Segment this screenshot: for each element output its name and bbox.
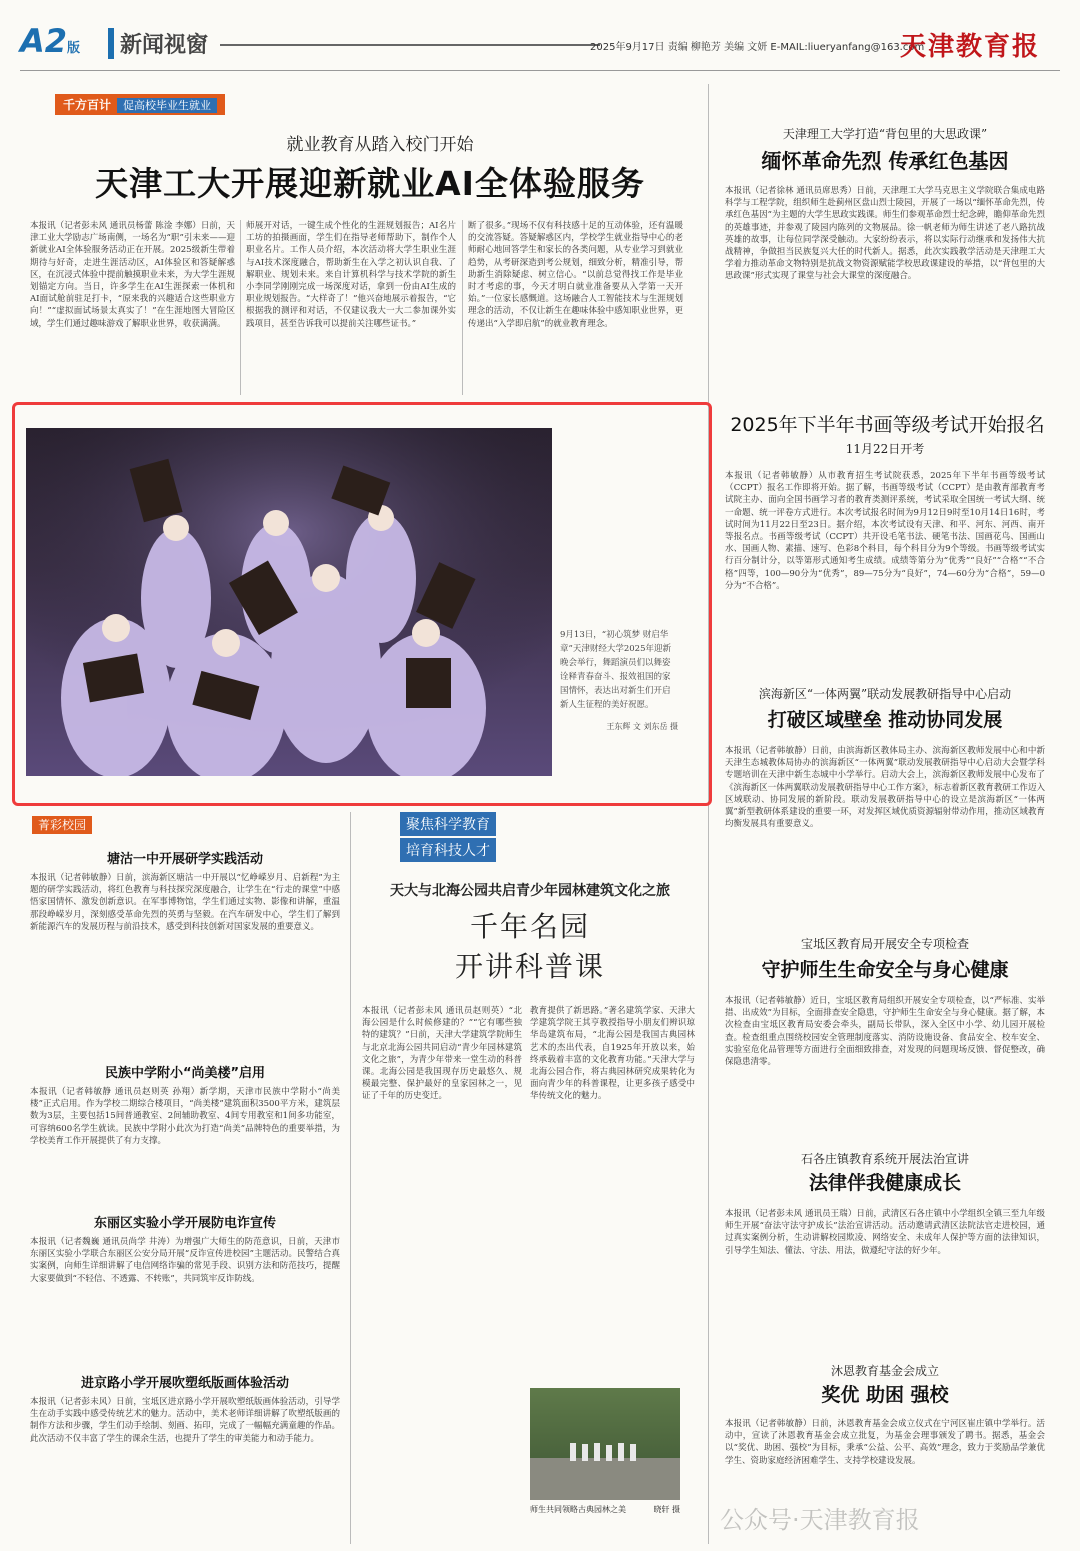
campus-s1-headline: 塘沽一中开展研学实践活动 [106,852,263,867]
section-name: 新闻视窗 [108,28,208,59]
right4-body: 本报讯（记者韩敏静）近日，宝坻区教育局组织开展安全专项检查，以“严标准、实举措、出成效”为目标，全面排查安全隐患，守护师生生命安全与身心健康。据了解，本次检查由宝坻区教育局安委会牵头，副局长带队，深入全区中小学、幼儿园开展检查。检查组重点围绕校园安全管理制度落实、消防设施设备、食品安全、校车安全、实验室危化品管理等方面进行全面细致排查，对发现的问题现场反馈、督促整改，确保隐患清零。 [725,996,1045,1068]
watermark: 公众号·天津教育报 [720,1506,920,1534]
right2-subhead: 11月22日开考 [845,442,925,456]
masthead-info: 2025年9月17日 责编 柳艳芳 美编 文妍 E-MAIL:liueryanfang@163.com [590,42,925,53]
column-tag: 千方百计 促高校毕业生就业 [55,94,225,115]
page-number: A2版 [20,22,81,60]
column-divider [240,220,241,395]
photo-caption: 9月13日，“初心筑梦 财启华章”天津财经大学2025年迎新晚会举行，舞蹈演员们以舞姿诠释青春奋斗、报效祖国的家国情怀，表达出对新生们开启新人生征程的美好祝愿。 [560,630,671,710]
right2-headline: 2025年下半年书画等级考试开始报名 [730,414,1045,436]
right1-body: 本报讯（记者徐林 通讯员席思秀）日前，天津理工大学马克思主义学院联合集成电路科学与工程学院，组织师生赴蓟州区盘山烈士陵园，开展了一场以“缅怀革命先烈，传承红色基因”为主题的大学生思政实践课。师生们参观革命烈士纪念碑，瞻仰革命先烈的英雄事迹，并参观了陵园内陈列的文物展品。徐一帆老师为师生讲述了老八路抗战英雄的故事，让每位同学深受触动。大家纷纷表示，将以实际行动继承和发扬伟大抗战精神，争做担当民族复兴大任的时代新人。据悉，此次实践教学活动是天津理工大学着力推动革命文物特别是抗战文物资源赋能学校思政课建设的举措，以“背包里的大思政课”形式实现了课堂与社会大课堂的深度融合。 [725,186,1045,282]
science-col-1: 本报讯（记者彭未风 通讯员赵则英）“北海公园是什么时候修建的？”“它有哪些独特的建筑？”日前，天津大学建筑学院师生与北京北海公园共同启动“青少年园林建筑文化之旅”，为青少年带来一堂生动的科普课。北海公园是我国现存历史最悠久、规模最完整、保护最好的皇家园林之一，见证了千年的历史变迁。 [362,1006,522,1102]
right3-kicker: 滨海新区“一体两翼”联动发展教研指导中心启动 [758,687,1012,701]
lead-col-3: 断了很多。”现场不仅有科技感十足的互动体验，还有温暖的交流答疑。答疑解惑区内，学校学生就业指导中心的老师耐心地回答学生和家长的各类问题，从专业学习到就业趋势，从考研深造到考公规划，细致分析，精准引导，帮助新生消除疑虑、树立信心。“以前总觉得找工作是毕业时才考虑的事，今天才明白就业准备要从入学第一天开始。”一位家长感慨道。这场融合人工智能技术与生涯规划理念的活动，不仅让新生在趣味体验中感知职业世界，更传递出“入学即启航”的就业教育理念。 [468,221,683,329]
right1-headline: 缅怀革命先烈 传承红色基因 [761,149,1009,173]
right6-headline: 奖优 助困 强校 [821,1384,949,1406]
right1-kicker: 天津理工大学打造“背包里的大思政课” [782,127,988,141]
science-kicker: 天大与北海公园共启青少年园林建筑文化之旅 [390,883,670,899]
garden-photo [530,1388,680,1500]
garden-photo-caption: 师生共同领略古典园林之美 晓轩 摄 [530,1505,680,1514]
top-divider [20,70,1060,71]
column-divider [462,220,463,395]
right3-headline: 打破区域壁垒 推动协同发展 [767,709,1003,731]
campus-s3-body: 本报讯（记者魏巍 通讯员尚学 井涛）为增强广大师生的防范意识，日前，天津市东丽区实验小学联合东丽区公安分局开展“反诈宣传进校园”主题活动。民警结合真实案例，向师生详细讲解了电信网络诈骗的常见手段、识别方法和防范技巧，提醒大家要做到“不轻信、不透露、不转账”，共同筑牢反诈防线。 [30,1237,340,1284]
page-column-divider [708,84,709,1544]
photo-caption-box [560,428,678,776]
right4-kicker: 宝坻区教育局开展安全专项检查 [800,937,969,951]
garden-illustration [530,1388,680,1500]
masthead-rule [220,44,600,46]
newspaper-logo: 天津教育报 [900,32,1041,62]
lead-col-2: 师展开对话，一键生成个性化的生涯规划报告；AI名片工坊的拍摄画面，学生们在指导老师帮助下，制作个人职业名片。工作人员介绍，本次活动将大学生职业生涯与AI技术深度融合，帮助新生在入学之初认识自我、了解职业、规划未来。来自计算机科学与技术学院的新生小李同学刚刚完成一场深度对话，拿到一份由AI生成的职业规划报告。“大样奇了！”他兴奋地展示着报告，“它根据我的测评和对话，不仅建议我大一大二参加课外实践项目，甚至告诉我可以提前关注哪些证书。” [246,221,456,329]
science-headline-line1: 千年名园 [469,910,590,943]
science-col-2: 教育提供了新思路。”著名建筑学家、天津大学建筑学院王其亨教授指导小朋友们辨识琼华岛建筑布局，“北海公园是我国古典园林艺术的杰出代表，自1925年开放以来，始终承载着丰富的文化教育功能。”天津大学与北海公园合作，将古典园林研究成果转化为面向青少年的科普课程，让更多孩子感受中华传统文化的魅力。 [530,1006,695,1102]
right6-kicker: 沐恩教育基金会成立 [830,1364,939,1378]
campus-s2-headline: 民族中学附小“尚美楼”启用 [104,1066,266,1081]
lead-kicker: 就业教育从踏入校门开始 [286,135,474,155]
science-headline-line2: 开讲科普课 [454,950,605,983]
campus-s1-body: 本报讯（记者韩敏静）日前，滨海新区塘沽一中开展以“忆峥嵘岁月、启新程”为主题的研学实践活动，将红色教育与科技探究深度融合，让学生在“行走的课堂”中感悟家国情怀、激发创新意识。在军事博物馆，学生们通过实物、影像和讲解，重温那段峥嵘岁月，深刻感受革命先烈的英勇与坚毅。在汽车研发中心，学生们了解到新能源汽车的发展历程与前沿技术，感受到科技创新对国家发展的重要意义。 [30,873,340,932]
masthead [20,22,1060,68]
right5-body: 本报讯（记者彭未风 通讯员王瑞）日前，武清区石各庄镇中小学组织全镇三至九年级师生开展“奋法守法守护成长”法治宣讲活动。活动邀请武清区法院法官走进校园，通过真实案例分析，生动讲解校园欺凌、网络安全、未成年人保护等方面的法律知识，引导学生知法、懂法、守法、用法，做遵纪守法的好少年。 [725,1209,1045,1256]
science-section-tag: 聚焦科学教育 培育科技人才 [400,812,496,862]
campus-s3-headline: 东丽区实验小学开展防电诈宣传 [93,1216,276,1231]
campus-s4-body: 本报讯（记者彭未风）日前，宝坻区进京路小学开展吹塑纸版画体验活动，引导学生在动手实践中感受传统艺术的魅力。活动中，美术老师详细讲解了吹塑纸版画的制作方法和步骤，学生们动手绘制、刻画、拓印，完成了一幅幅充满童趣的作品。此次活动不仅丰富了学生的课余生活，也提升了学生的审美能力和动手能力。 [30,1397,340,1444]
lead-headline: 天津工大开展迎新就业AI全体验服务 [95,164,645,203]
right3-body: 本报讯（记者韩敏静）日前，由滨海新区教体局主办、滨海新区教师发展中心和中新天津生态城教体局协办的滨海新区“一体两翼”联动发展教研指导中心启动大会暨学科专题培训在天津中新生态城中小学举行。启动大会上，滨海新区教师发展中心发布了《滨海新区一体两翼联动发展教研指导中心工作方案》，标志着新区教育教研工作迈入区域联动、协同发展的新阶段。联动发展教研指导中心的设立是滨海新区“一体两翼”新型教研体系建设的重要一环，对发挥区域优质资源辐射带动作用，推动区域教育均衡发展具有重要意义。 [725,746,1045,830]
lead-col-1: 本报讯（记者彭未风 通讯员杨蕾 陈淦 李娜）日前，天津工业大学励志广场南侧，一场名为“职”引未来——迎新就业AI全体验服务活动正在开展。2025级新生带着期待与好奇，走进生涯活动区，AI体验区和答疑解惑区，在沉浸式体验中提前触摸职业未来，为大学生涯规划锚定方向。当日，许多学生在AI生涯探索一体机和AI面试舱前驻足打卡，“原来我的兴趣适合这些职业方向！”“虚拟面试场景太真实了！”在生涯地图大冒险区域，学生们通过趣味游戏了解职业世界，收获满满。 [30,221,235,329]
dance-photo [26,428,552,776]
right5-kicker: 石各庄镇教育系统开展法治宣讲 [800,1152,969,1166]
right5-headline: 法律伴我健康成长 [808,1172,961,1194]
campus-s4-headline: 进京路小学开展吹塑纸版画体验活动 [80,1376,289,1391]
right2-body: 本报讯（记者韩敏静）从市教育招生考试院获悉，2025年下半年书画等级考试（CCPT）报名工作即将开始。据了解，书画等级考试（CCPT）是由教育部教育考试院主办、面向全国书画学习者的教育类测评系统，考试采取全国统一考试大纲、统一命题、统一评卷方式进行。本次考试报名时间为9月12日9时至10月14日16时，考试时间为11月22日至23日。据介绍，本次考试设有天津、和平、河东、河西、南开等报名点。书画等级考试（CCPT）共开设毛笔书法、硬笔书法、国画花鸟、国画山水、国画人物、素描、速写、色彩8个科目，每个科目分为9个等级。书画等级考试实行百分制计分，以等第形式通知考生成绩。成绩等第分为“优秀”“良好”“合格”“不合格”四等，100—90分为“优秀”，89—75分为“良好”，74—60分为“合格”，59—0分为“不合格”。 [725,471,1045,591]
campus-section-tag: 菁彩校园 [32,814,92,833]
photo-credit: 王东辉 文 刘东岳 摄 [606,722,678,731]
dancers-illustration [26,428,552,776]
column-divider [350,812,351,1544]
right6-body: 本报讯（记者韩敏静）日前，沐恩教育基金会成立仪式在宁河区崔庄镇中学举行。活动中，宣读了沐恩教育基金会成立批复，为基金会理事颁发了聘书。据悉，基金会以“奖优、助困、强校”为目标，秉承“公益、公平、高效”理念，致力于奖励品学兼优学生、资助家庭经济困难学生、支持学校建设发展。 [725,1419,1045,1466]
campus-s2-body: 本报讯（记者韩敏静 通讯员赵则英 孙翔）新学期，天津市民族中学附小“尚美楼”正式启用。作为学校二期综合楼项目，“尚美楼”建筑面积3500平方米，建筑层数为3层，主要包括15间普通教室、2间辅助教室、4间专用教室和1间多功能室，可容纳600名学生就读。民族中学附小此次为打造“尚美”品牌特色的重要举措，为学校美育工作开展提供了有力支撑。 [30,1087,340,1146]
right4-headline: 守护师生生命安全与身心健康 [761,959,1009,981]
